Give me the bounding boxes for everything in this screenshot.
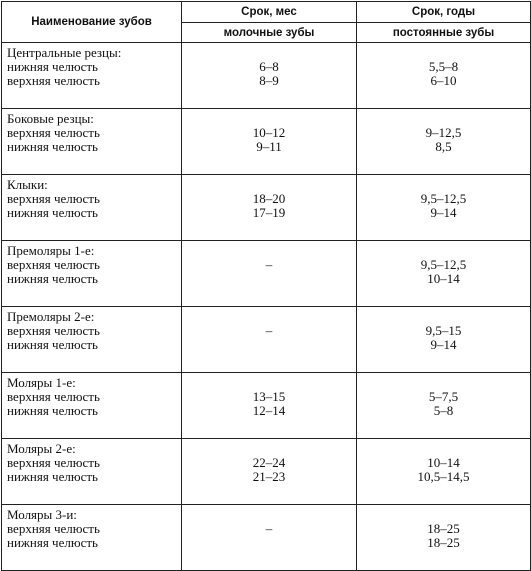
permanent-value: 9–12,5 (425, 125, 462, 140)
permanent-value: 9,5–15 (425, 323, 462, 338)
milk-value: – (265, 521, 273, 536)
permanent-value: 18–25 (427, 535, 460, 550)
permanent-value: 5–8 (433, 403, 454, 418)
milk-teeth-cell (182, 439, 357, 505)
milk-value: 10–12 (252, 125, 286, 140)
milk-teeth-cell (182, 307, 357, 373)
table-row (2, 505, 531, 571)
header-permanent-teeth: постоянные зубы (357, 23, 531, 43)
tooth-name-cell (2, 373, 182, 439)
milk-teeth-cell (182, 241, 357, 307)
permanent-value: 9–14 (430, 337, 457, 352)
teeth-eruption-table (1, 1, 531, 571)
permanent-teeth-cell (357, 307, 531, 373)
permanent-teeth-cell (357, 241, 531, 307)
milk-value: 6–8 (259, 59, 279, 74)
tooth-name-cell (2, 109, 182, 175)
permanent-teeth-cell (357, 109, 531, 175)
jaw-label: нижняя челюсть (7, 139, 98, 154)
permanent-teeth-cell (357, 373, 531, 439)
milk-value: 8–9 (259, 73, 279, 88)
permanent-value: 8,5 (435, 139, 452, 154)
table-row (2, 373, 531, 439)
milk-value: – (265, 323, 273, 338)
tooth-name-cell (2, 175, 182, 241)
tooth-group-title: Центральные резцы: (7, 45, 122, 60)
jaw-label: нижняя челюсть (7, 205, 98, 220)
jaw-label: нижняя челюсть (7, 403, 98, 418)
tooth-group-title: Боковые резцы: (7, 111, 94, 126)
permanent-value: 5,5–8 (428, 59, 459, 74)
header-period-months: Срок, мес (182, 2, 357, 23)
tooth-group-title: Моляры 3-и: (7, 507, 77, 522)
milk-value (182, 536, 356, 550)
jaw-label: верхняя челюсть (7, 521, 100, 536)
milk-value (182, 338, 356, 352)
tooth-group-title: Клыки: (7, 177, 48, 192)
jaw-label: верхняя челюсть (7, 389, 100, 404)
tooth-group-title: Моляры 1-е: (7, 375, 76, 390)
jaw-label: нижняя челюсть (7, 469, 98, 484)
header-teeth-name: Наименование зубов (2, 2, 182, 43)
permanent-value: 9,5–12,5 (420, 257, 467, 272)
milk-teeth-cell (182, 373, 357, 439)
jaw-label: верхняя челюсть (7, 191, 100, 206)
tooth-group-title: Моляры 2-е: (7, 441, 76, 456)
header-milk-teeth: молочные зубы (182, 23, 357, 43)
jaw-label: нижняя челюсть (7, 59, 98, 74)
jaw-label: верхняя челюсть (7, 73, 100, 88)
jaw-label: нижняя челюсть (7, 535, 98, 550)
milk-value: 17–19 (252, 205, 286, 220)
table-row (2, 43, 531, 109)
milk-teeth-cell (182, 109, 357, 175)
permanent-value: 9,5–12,5 (420, 191, 467, 206)
tooth-name-cell (2, 307, 182, 373)
jaw-label: верхняя челюсть (7, 257, 100, 272)
milk-value: 18–20 (252, 191, 286, 206)
permanent-teeth-cell (357, 505, 531, 571)
tooth-group-title: Премоляры 1-е: (7, 243, 95, 258)
permanent-value: 10–14 (427, 455, 460, 470)
header-period-years: Срок, годы (357, 2, 531, 23)
permanent-teeth-cell (357, 175, 531, 241)
permanent-value: 10–14 (427, 271, 460, 286)
milk-value: 22–24 (252, 455, 286, 470)
jaw-label: верхняя челюсть (7, 125, 100, 140)
jaw-label: верхняя челюсть (7, 455, 100, 470)
milk-value (182, 272, 356, 286)
table-row (2, 109, 531, 175)
milk-teeth-cell (182, 505, 357, 571)
tooth-group-title: Премоляры 2-е: (7, 309, 95, 324)
table-row (2, 439, 531, 505)
tooth-name-cell (2, 439, 182, 505)
tooth-name-cell (2, 505, 182, 571)
milk-value: 13–15 (252, 389, 286, 404)
permanent-value: 18–25 (427, 521, 460, 536)
jaw-label: верхняя челюсть (7, 323, 100, 338)
permanent-value: 5–7,5 (428, 389, 459, 404)
header-row (2, 2, 531, 23)
tooth-name-cell (2, 43, 182, 109)
permanent-teeth-cell (357, 43, 531, 109)
milk-value: 21–23 (252, 469, 286, 484)
tooth-name-cell (2, 241, 182, 307)
milk-value: 9–11 (256, 139, 282, 154)
milk-teeth-cell (182, 175, 357, 241)
table-row (2, 241, 531, 307)
jaw-label: нижняя челюсть (7, 271, 98, 286)
table-row (2, 307, 531, 373)
jaw-label: нижняя челюсть (7, 337, 98, 352)
permanent-teeth-cell (357, 439, 531, 505)
table-row (2, 175, 531, 241)
permanent-value: 9–14 (430, 205, 457, 220)
permanent-value: 6–10 (430, 73, 457, 88)
milk-value: – (265, 257, 273, 272)
permanent-value: 10,5–14,5 (417, 469, 470, 484)
milk-teeth-cell (182, 43, 357, 109)
milk-value: 12–14 (252, 403, 286, 418)
